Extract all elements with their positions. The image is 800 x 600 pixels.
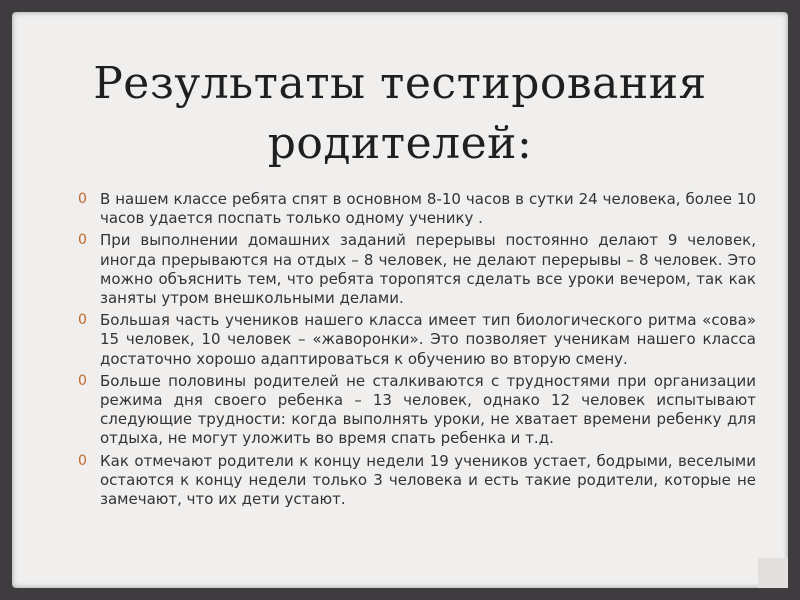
bullet-marker: 0 xyxy=(78,312,87,329)
bullet-marker: 0 xyxy=(78,372,87,389)
bullet-item-2 xyxy=(70,231,756,308)
bullet-text-5: Как отмечают родители к концу недели 19 учеников устает, бодрыми, веселыми остаются к концу недели только 3 человека и есть такие родители, которые не замечают, что их дети устают. xyxy=(100,451,756,509)
bullet-item-4 xyxy=(70,372,756,449)
bullet-marker: 0 xyxy=(78,232,87,249)
bullet-marker: 0 xyxy=(78,191,87,207)
slide-title: Результаты тестирования родителей: xyxy=(93,58,707,169)
bullet-marker: 0 xyxy=(78,452,87,469)
bullet-text-3: Большая часть учеников нашего класса имеет тип биологического ритма «сова» 15 человек, 10 человек – «жаворонки». Это позволяет ученикам нашего класса достаточно хорошо адаптироваться к обучению во вторую смену. xyxy=(100,311,756,368)
bullet-text-1: В нашем классе ребята спят в основном 8-10 часов в сутки 24 человека, более 10 часов удается поспать только одному ученику . xyxy=(100,190,756,228)
bullet-text-2: При выполнении домашних заданий перерывы постоянно делают 9 человек, иногда прерываются на отдых – 8 человек, не делают перерывы – 8 человек. Это можно объяснить тем, что ребята торопятся сделать все уроки вечером, так как заняты утром внешкольными делами. xyxy=(100,231,756,308)
bullet-list xyxy=(70,190,756,512)
bullet-item-5 xyxy=(70,452,756,510)
bullet-item-1 xyxy=(70,190,756,228)
bullet-item-3 xyxy=(70,311,756,369)
bullet-text-4: Больше половины родителей не сталкиваются с трудностями при организации режима дня своего ребенка – 13 человек, однако 12 человек испытывают следующие трудности: когда выполнять уроки, не хватает времени ребенку для отдыха, не могут уложить во время спать ребенка и т.д. xyxy=(100,371,756,448)
slide xyxy=(12,12,788,588)
page-curl-corner xyxy=(758,558,788,588)
